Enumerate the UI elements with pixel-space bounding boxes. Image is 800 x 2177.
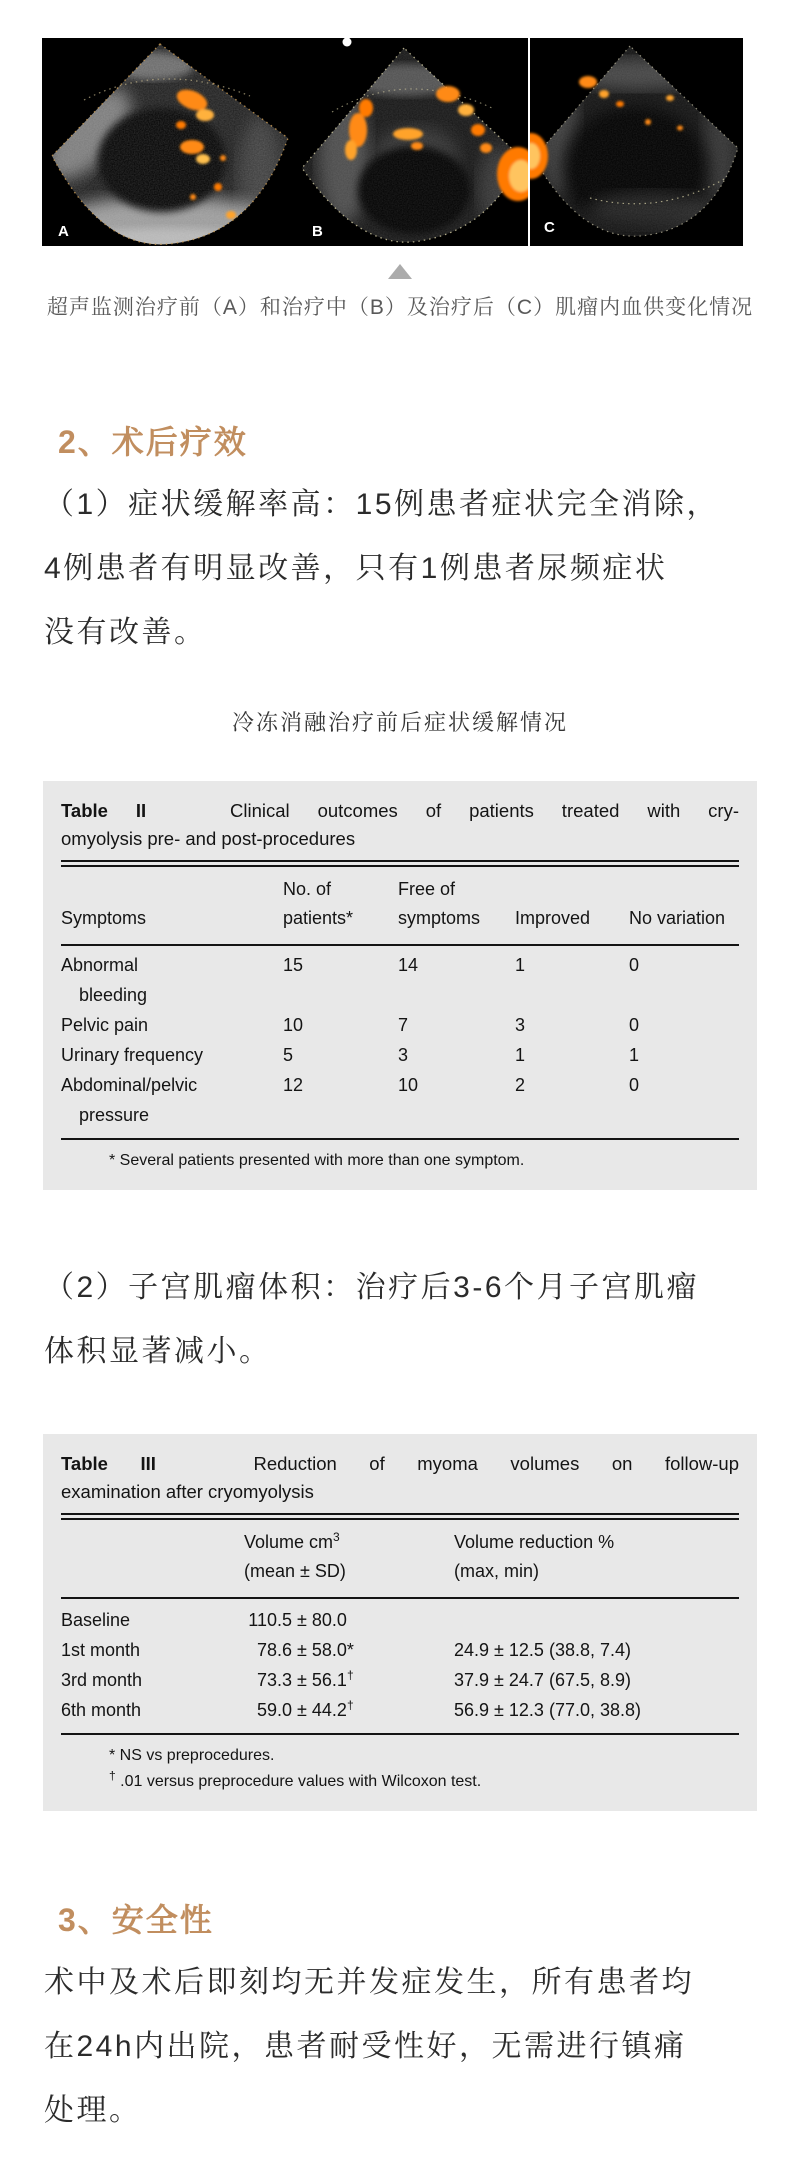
volume-mean: 78.6 xyxy=(256,1640,292,1660)
table2 xyxy=(61,867,739,939)
paragraph-line: （1）症状缓解率高：15例患者症状完全消除， xyxy=(44,488,720,521)
table3-footnote-2 xyxy=(61,1769,739,1795)
value-cell: 15 xyxy=(283,955,304,975)
table2-title xyxy=(61,797,739,853)
table-row xyxy=(61,1010,739,1040)
paragraph-line: 在24h内出院，患者耐受性好，无需进行镇痛 xyxy=(44,2030,687,2063)
paragraph-line: 术中及术后即刻均无并发症发生，所有患者均 xyxy=(44,1966,694,1999)
table3-card xyxy=(43,1434,757,1811)
table2-header-free: Free of symptoms xyxy=(398,879,481,928)
table2-card xyxy=(43,781,757,1190)
table3-header-row xyxy=(61,1520,739,1592)
section-heading-3: 3、安全性 xyxy=(58,1902,214,1938)
table-row xyxy=(61,950,739,1010)
table2-bottom-rule xyxy=(61,1138,739,1140)
table3-footnote-1: * NS vs preprocedures. xyxy=(109,1747,275,1764)
paragraph-symptom-relief xyxy=(44,473,758,665)
ultrasound-panel-b xyxy=(296,38,528,246)
table3-title-text2: examination after cryomyolysis xyxy=(61,1481,314,1502)
reduction-cell: 37.9 ± 24.7 (67.5, 8.9) xyxy=(454,1670,631,1690)
table-row xyxy=(61,1605,739,1635)
value-cell: 3 xyxy=(398,1045,409,1065)
volume-sd: ± 80.0 xyxy=(297,1610,347,1630)
symptom-cell xyxy=(61,1040,283,1070)
value-cell: 10 xyxy=(283,1015,304,1035)
volume-header-sub: (mean ± SD) xyxy=(244,1561,346,1581)
value-cell: 5 xyxy=(283,1045,294,1065)
table3-header-empty xyxy=(61,1520,244,1592)
table2-title-text2: omyolysis pre- and post-procedures xyxy=(61,828,356,849)
table3-bottom-rule xyxy=(61,1733,739,1735)
timepoint-cell: 6th month xyxy=(61,1700,142,1720)
timepoint-cell: 1st month xyxy=(61,1640,141,1660)
symptom-cell xyxy=(61,950,283,1010)
timepoint-cell: 3rd month xyxy=(61,1670,143,1690)
value-cell: 14 xyxy=(398,955,419,975)
value-cell: 10 xyxy=(398,1075,419,1095)
table3-header-volume xyxy=(244,1520,454,1592)
volume-cell xyxy=(244,1665,454,1695)
ultrasound-figure[interactable] xyxy=(42,38,743,246)
paragraph-safety xyxy=(44,1951,758,2143)
ultrasound-panel-a xyxy=(42,38,296,246)
symptom-cell xyxy=(61,1010,283,1040)
value-cell: 2 xyxy=(515,1075,526,1095)
volume-header-sup: 3 xyxy=(333,1530,340,1544)
table3-title-text1: Reduction of myoma volumes on follow-up xyxy=(253,1453,739,1474)
table3-title-label: Table III xyxy=(61,1453,156,1474)
volume-sup: † xyxy=(346,1668,354,1682)
footnote-text: .01 versus preprocedure values with Wilcoxon test. xyxy=(120,1773,482,1790)
volume-sd: ± 56.1 xyxy=(297,1670,347,1690)
value-cell: 12 xyxy=(283,1075,304,1095)
volume-cell xyxy=(244,1605,454,1635)
table-row xyxy=(61,1040,739,1070)
table2-header-rule xyxy=(61,944,739,946)
table-row xyxy=(61,1695,739,1725)
value-cell: 1 xyxy=(515,1045,526,1065)
table2-body xyxy=(61,950,739,1130)
volume-sup: † xyxy=(346,1698,354,1712)
value-cell: 1 xyxy=(629,1045,640,1065)
paragraph-line: 4例患者有明显改善，只有1例患者尿频症状 xyxy=(44,552,668,585)
panel-label: C xyxy=(544,219,555,236)
paragraph-volume xyxy=(44,1256,758,1384)
volume-cell xyxy=(244,1635,454,1665)
value-cell: 0 xyxy=(629,1075,640,1095)
value-cell: 7 xyxy=(398,1015,409,1035)
table2-top-rule xyxy=(61,860,739,867)
paragraph-line: 没有改善。 xyxy=(44,616,207,649)
symptom-cell xyxy=(61,1070,283,1130)
reduction-cell: 24.9 ± 12.5 (38.8, 7.4) xyxy=(454,1640,631,1660)
table3-top-rule xyxy=(61,1513,739,1520)
paragraph-line: 处理。 xyxy=(44,2094,142,2127)
timepoint-cell: Baseline xyxy=(61,1610,131,1630)
value-cell: 0 xyxy=(629,955,640,975)
table2-header-symptoms: Symptoms xyxy=(61,908,147,928)
panel-label: B xyxy=(312,223,323,240)
symptom-line1: Abdominal/pelvic xyxy=(61,1075,198,1095)
value-cell: 3 xyxy=(515,1015,526,1035)
symptom-line1: Pelvic pain xyxy=(61,1015,149,1035)
section-heading-2: 2、术后疗效 xyxy=(58,424,248,460)
value-cell: 0 xyxy=(629,1015,640,1035)
table-row xyxy=(61,1665,739,1695)
table2-header-row xyxy=(61,867,739,939)
volume-mean: 59.0 xyxy=(256,1700,292,1720)
table2-header-patients: No. of patients* xyxy=(283,879,354,928)
panel-label: A xyxy=(58,223,69,240)
table2-title-text1: Clinical outcomes of patients treated with cry- xyxy=(230,800,740,821)
paragraph-line: （2）子宫肌瘤体积：治疗后3-6个月子宫肌瘤 xyxy=(44,1271,700,1304)
figure-caption: 超声监测治疗前（A）和治疗中（B）及治疗后（C）肌瘤内血供变化情况 xyxy=(46,296,754,319)
table3-header-rule xyxy=(61,1597,739,1599)
table3-header-reduction xyxy=(454,1520,739,1592)
table2-header-improved: Improved xyxy=(515,908,591,928)
paragraph-line: 体积显著减小。 xyxy=(44,1335,272,1368)
table-row xyxy=(61,1635,739,1665)
volume-sd: ± 58.0* xyxy=(297,1640,354,1660)
ultrasound-panel-c xyxy=(528,38,743,246)
table2-title-label: Table II xyxy=(61,800,147,821)
table3-header xyxy=(61,1520,739,1592)
volume-cell xyxy=(244,1695,454,1725)
table3-title xyxy=(61,1450,739,1506)
value-cell: 1 xyxy=(515,955,526,975)
volume-mean: 110.5 xyxy=(248,1610,292,1630)
table2-header-novar: No variation xyxy=(629,908,726,928)
table-row xyxy=(61,1070,739,1130)
symptom-line2: pressure xyxy=(79,1105,150,1125)
table2-footnote: * Several patients presented with more than one symptom. xyxy=(109,1152,525,1169)
table2-caption-cn: 冷冻消融治疗前后症状缓解情况 xyxy=(231,710,568,735)
symptom-line1: Abnormal xyxy=(61,955,139,975)
reduction-header-text: Volume reduction % xyxy=(454,1532,615,1552)
symptom-line1: Urinary frequency xyxy=(61,1045,204,1065)
volume-mean: 73.3 xyxy=(256,1670,292,1690)
reduction-cell xyxy=(454,1605,739,1635)
volume-header-text: Volume cm xyxy=(244,1532,334,1552)
reduction-header-sub: (max, min) xyxy=(454,1561,539,1581)
reduction-cell: 56.9 ± 12.3 (77.0, 38.8) xyxy=(454,1700,642,1720)
table3-body xyxy=(61,1605,739,1725)
triangle-up-icon xyxy=(388,264,412,279)
dagger-symbol: † xyxy=(109,1768,116,1783)
symptom-line2: bleeding xyxy=(79,985,148,1005)
volume-sd: ± 44.2 xyxy=(297,1700,347,1720)
